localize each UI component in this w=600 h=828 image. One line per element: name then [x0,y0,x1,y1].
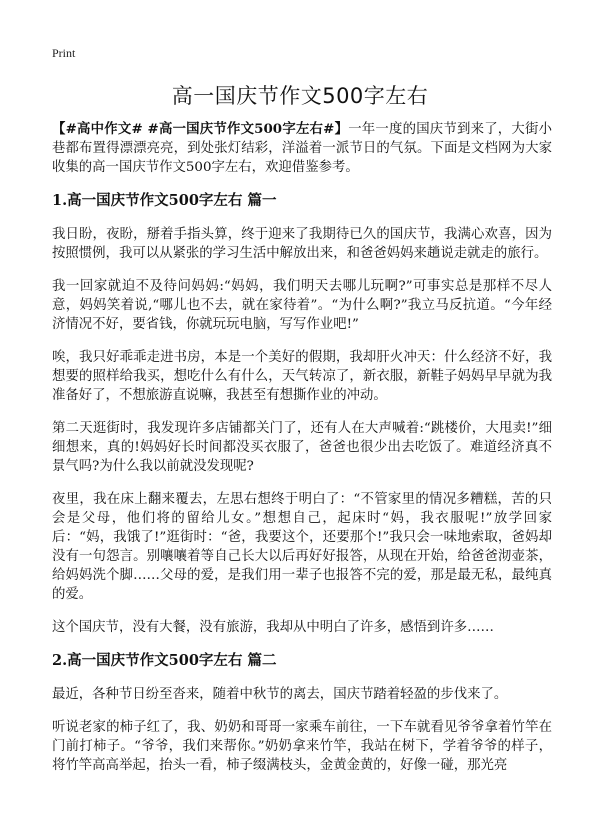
print-label: Print [52,46,76,60]
document-body [52,120,552,789]
section-2-paragraph-1: 最近，各种节日纷至沓来，随着中秋节的离去，国庆节踏着轻盈的步伐来了。 [52,687,508,702]
section-1-paragraph-2: 我一回家就迫不及待问妈妈:“妈妈，我们明天去哪儿玩啊?”可事实总是那样不尽人意，妈妈笑着说,“哪儿也不去，就在家待着”。“为什么啊?”我立马反抗道。“今年经济情况不好，要省钱，你就玩玩电脑，写写作业吧!” [52,279,552,332]
section-heading-2: 2.高一国庆节作文500字左右 篇二 [52,652,277,669]
section-1-paragraph-4: 第二天逛街时，我发现许多店铺都关门了，还有人在大声喊着:“跳楼价，大甩卖!”细细想来，真的!妈妈好长时间都没买衣服了，爸爸也很少出去吃饭了。难道经济真不景气吗?为什么我以前就没发现呢? [52,421,552,474]
intro-tag: 【#高中作文# #高一国庆节作文500字左右#】 [52,121,349,137]
section-heading-1: 1.高一国庆节作文500字左右 篇一 [52,192,277,209]
intro-text: 一年一度的国庆节到来了，大街小巷都布置得漂漂亮亮，到处张灯结彩，洋溢着一派节日的气氛。下面是文档网为大家收集的高一国庆节作文500字左右，欢迎借鉴参考。 [52,122,553,175]
document-title: 高一国庆节作文500字左右 [171,84,429,108]
section-1-paragraph-1: 我日盼，夜盼，掰着手指头算，终于迎来了我期待已久的国庆节，我满心欢喜，因为按照惯例，我可以从紧张的学习生活中解放出来，和爸爸妈妈来趟说走就走的旅行。 [52,227,552,261]
section-2-paragraph-2: 听说老家的柿子红了，我、奶奶和哥哥一家乘车前往，一下车就看见爷爷拿着竹竿在门前打柿子。“爷爷，我们来帮你。”奶奶拿来竹竿，我站在树下，学着爷爷的样子，将竹竿高高举起，抬头一看，柿子缀满枝头，金黄金黄的，好像一碰，那光亮 [52,720,552,773]
intro-paragraph [52,120,552,177]
section-1-paragraph-5: 夜里，我在床上翻来覆去，左思右想终于明白了：“不管家里的情况多糟糕，苦的只会是父母，他们将的留给儿女。”想想自己，起床时“妈，我衣服呢!”放学回家后：“妈，我饿了!”逛街时：“爸，我要这个，还要那个!”我只会一味地索取，爸妈却没有一句怨言。别嚷嚷着等自己长大以后再好好报答，从现在开始，给爸爸沏壶茶，给妈妈洗个脚……父母的爱，是我们用一辈子也报答不完的爱，那是最无私，最纯真的爱。 [52,492,552,602]
section-1-paragraph-3: 唉，我只好乖乖走进书房，本是一个美好的假期，我却肝火冲天：什么经济不好，我想要的照样给我买，想吃什么有什么，天气转凉了，新衣服，新鞋子妈妈早早就为我准备好了，不想旅游直说嘛，我甚至有想撕作业的冲动。 [52,350,552,403]
section-1-paragraph-6: 这个国庆节，没有大餐，没有旅游，我却从中明白了许多，感悟到许多…… [52,620,494,635]
